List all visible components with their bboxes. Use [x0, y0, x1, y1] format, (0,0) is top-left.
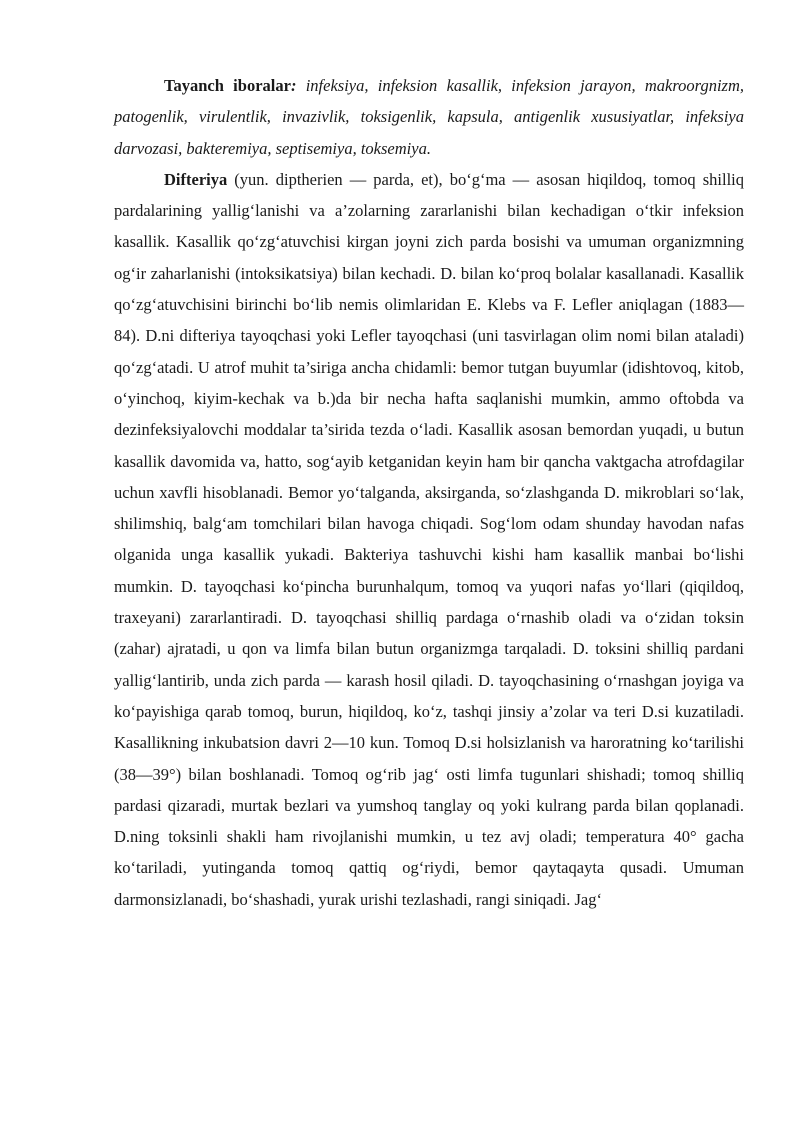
keywords-terms: infeksiya, infeksion kasallik, infeksion jarayon, makroorgnizm, patogenlik, virulentlik, invazivlik, toksigenlik, kapsula, antigenlik xususiyatlar, infeksiya darvozasi, bakteremiya, septisemiya, toksemiya. — [114, 76, 744, 158]
article-term: Difteriya — [164, 169, 228, 189]
article-text: (yun. diptherien — parda, et), bo‘g‘ma — asosan hiqildoq, tomoq shilliq pardalarining yallig‘lanishi va a’zolarning zararlanishi bilan kechadigan o‘tkir infeksion kasallik. Kasallik qo‘zg‘atuvchisi kirgan joyni zich parda bosishi va umuman organizmning og‘ir zaharlanishi (intoksikatsiya) bilan kechadi. D. bilan ko‘proq bolalar kasallanadi. Kasallik qo‘zg‘atuvchisini birinchi bo‘lib nemis olimlaridan E. Klebs va F. Lefler aniqlagan (1883— 84). D.ni difteriya tayoqchasi yoki Lefler tayoqchasi (uni tasvirlagan olim nomi bilan ataladi) qo‘zg‘atadi. U atrof muhit ta’siriga ancha chidamli: bemor tutgan buyumlar (idishtovoq, kitob, o‘yinchoq, kiyim-kechak va b.)da bir necha hafta saqlanishi mumkin, ammo oftobda va dezinfeksiyalovchi moddalar ta’sirida tezda o‘ladi. Kasallik asosan bemordan yuqadi, u butun kasallik davomida va, hatto, sog‘ayib ketganidan keyin ham bir qancha vaktgacha atrofdagilar uchun xavfli hisoblanadi. Bemor yo‘talganda, aksirganda, so‘zlashganda D. mikroblari so‘lak, shilimshiq, balg‘am tomchilari bilan havoga chiqadi. Sog‘lom odam shunday havodan nafas olganida unga kasallik yukadi. Bakteriya tashuvchi kishi ham kasallik manbai bo‘lishi mumkin. D. tayoqchasi ko‘pincha burunhalqum, tomoq va yuqori nafas yo‘llari (qiqildoq, traxeyani) zararlantiradi. D. tayoqchasi shilliq pardaga o‘rnashib oladi va o‘zidan toksin (zahar) ajratadi, u qon va limfa bilan butun organizmga tarqaladi. D. toksini shilliq pardani yallig‘lantirib, unda zich parda — karash hosil qiladi. D. tayoqchasining o‘rnashgan joyiga va ko‘payishiga qarab tomoq, burun, hiqildoq, ko‘z, tashqi jinsiy a’zolar va teri D.si kuzatiladi. Kasallikning inkubatsion davri 2—10 kun. Tomoq D.si holsizlanish va haroratning ko‘tarilishi (38—39°) bilan boshlanadi. Tomoq og‘rib jag‘ osti limfa tugunlari shishadi; tomoq shilliq pardasi qizaradi, murtak bezlari va yumshoq tanglay oq yoki kulrang parda bilan qoplanadi. D.ning toksinli shakli ham rivojlanishi mumkin, u tez avj oladi; temperatura 40° gacha ko‘tariladi, yutinganda tomoq qattiq og‘riydi, bemor qaytaqayta qusadi. Umuman darmonsizlanadi, bo‘shashadi, yurak urishi tezlashadi, rangi siniqadi. Jag‘ — [114, 169, 744, 909]
document-page — [114, 70, 744, 915]
keywords-paragraph — [114, 70, 744, 164]
keywords-label: Tayanch iboralar — [164, 76, 291, 95]
keywords-colon: : — [290, 76, 297, 95]
article-paragraph — [114, 164, 744, 915]
